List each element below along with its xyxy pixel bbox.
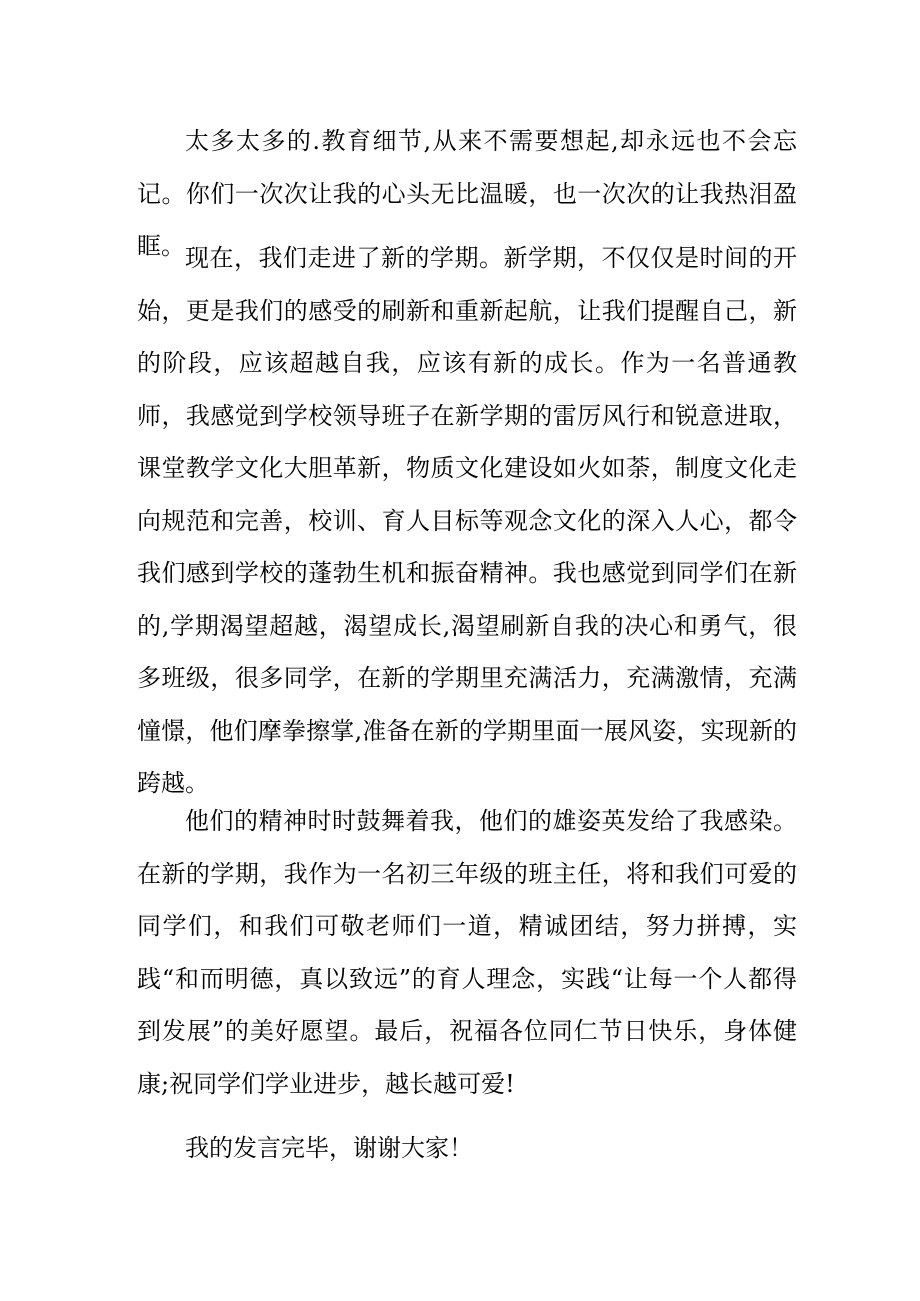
- paragraph-reminiscence: 太多太多的.教育细节,从来不需要想起,却永远也不会忘记。你们一次次让我的心头无比温暖，也一次次的让我热泪盈眶。: [137, 127, 797, 260]
- paragraph-new-semester: 现在，我们走进了新的学期。新学期，不仅仅是时间的开始，更是我们的感受的刷新和重新起航，让我们提醒自己，新的阶段，应该超越自我，应该有新的成长。作为一名普通教师，我感觉到学校领导班子在新学期的雷厉风行和锐意进取，课堂教学文化大胆革新，物质文化建设如火如荼，制度文化走向规范和完善，校训、育人目标等观念文化的深入人心，都令我们感到学校的蓬勃生机和振奋精神。我也感觉到同学们在新的,学期渴望超越，渴望成长,渴望刷新自我的决心和勇气，很多班级，很多同学，在新的学期里充满活力，充满激情，充满憧憬，他们摩拳擦掌,准备在新的学期里面一展风姿，实现新的跨越。: [137, 244, 797, 797]
- paragraph-commitment: 他们的精神时时鼓舞着我，他们的雄姿英发给了我感染。在新的学期，我作为一名初三年级的班主任，将和我们可爱的同学们，和我们可敬老师们一道，精诚团结，努力拼搏，实践“和而明德，真以致远”的育人理念，实践“让每一个人都得到发展”的美好愿望。最后，祝福各位同仁节日快乐，身体健康;祝同学们学业进步，越长越可爱!: [137, 807, 797, 1098]
- paragraph-closing: 我的发言完毕，谢谢大家！: [185, 1134, 473, 1162]
